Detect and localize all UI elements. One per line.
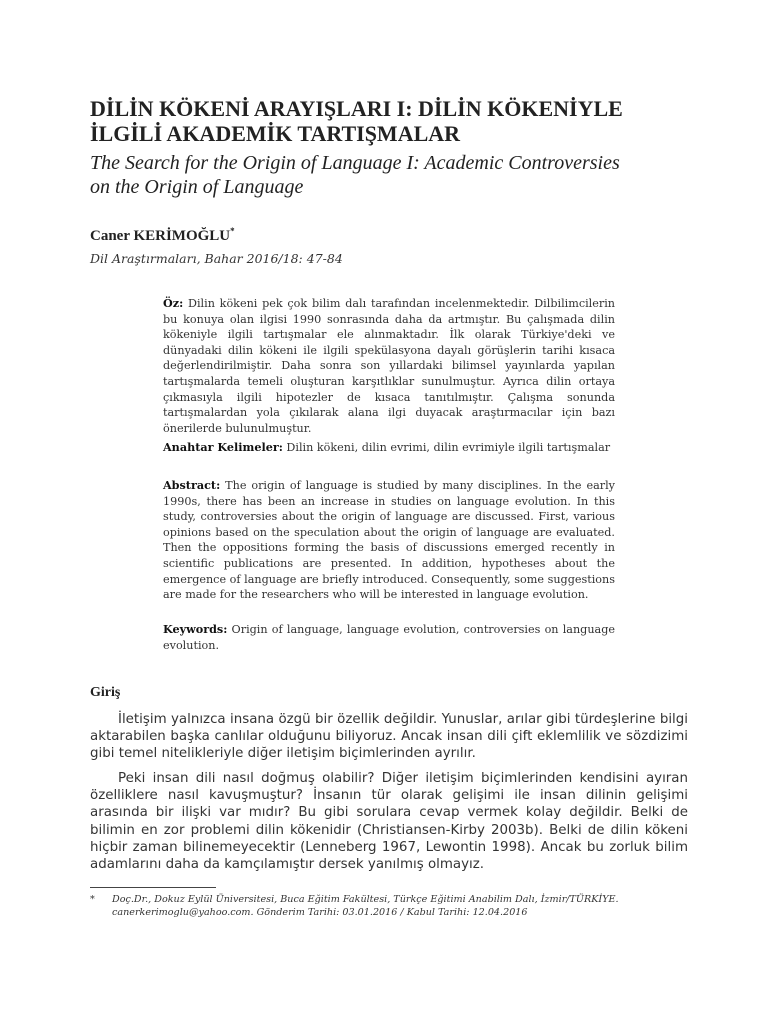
anahtar-label: Anahtar Kelimeler:: [163, 440, 283, 454]
turkish-keywords: [163, 440, 615, 456]
author-name: Caner KERİMOĞLU: [90, 228, 231, 244]
author: [90, 226, 235, 245]
turkish-abstract: [163, 296, 615, 436]
keywords-label: Keywords:: [163, 622, 228, 636]
keywords-text: Origin of language, language evolution, controversies on language evolution.: [163, 623, 615, 652]
section-heading: Giriş: [90, 685, 121, 700]
oz-text: Dilin kökeni pek çok bilim dalı tarafından incelenmektedir. Dilbilimcilerin bu konuya olan ilgisi 1990 sonrasında daha da artmıştır. Bu çalışmada dilin kökeniyle ilgili tartışmalar ele alınmaktadır. İlk olarak Türkiye'deki ve dünyadaki dilin kökeni ile ilgili spekülasyona dayalı görüşlerin tarihi kısaca değerlendirilmiştir. Daha sonra son yıllardaki bilimsel yayınlarda yapılan tartışmalarda temeli oluşturan karşıtlıklar sunulmuştur. Ayrıca dilin ortaya çıkmasıyla ilgili hipotezler de kısaca tanıtılmıştır. Çalışma sonunda tartışmalardan yola çıkılarak alana ilgi duyacak araştırmacılar için bazı önerilerde bulunulmuştur.: [163, 297, 616, 435]
english-title: [90, 151, 730, 199]
footnote-text: Doç.Dr., Dokuz Eylül Üniversitesi, Buca Eğitim Fakültesi, Türkçe Eğitimi Anabilim Dalı, İzmir/TÜRKİYE. canerkerimoglu@yahoo.com. Gönderim Tarihi: 03.01.2016 / Kabul Tarihi: 12.04.2016: [112, 894, 619, 918]
body-paragraph-1: İletişim yalnızca insana özgü bir özellik değildir. Yunuslar, arılar gibi türdeşlerine bilgi aktarabilen başka canlılar olduğunu biliyoruz. Ancak insan dili çift eklemlilik ve sözdizimi gibi temel nitelikleriyle diğer iletişim biçimlerinden ayrılır.: [90, 712, 688, 762]
english-abstract: [163, 478, 615, 603]
english-keywords: [163, 622, 615, 653]
author-footnote-mark: *: [230, 226, 235, 236]
footnote-divider: [90, 887, 216, 888]
footnote: [90, 893, 690, 919]
turkish-title-line-2: İLGİLİ AKADEMİK TARTIŞMALAR: [90, 121, 461, 146]
abstract-text: The origin of language is studied by many disciplines. In the early 1990s, there has been an increase in studies on language evolution. In this study, controversies about the origin of language are discussed. First, various opinions based on the speculation about the origin of language are evaluated. Then the oppositions forming the basis of discussions emerged recently in scientific publications are presented. In addition, hypotheses about the emergence of language are briefly introduced. Consequently, some suggestions are made for the researchers who will be interested in language evolution.: [163, 479, 616, 602]
english-title-line-1: The Search for the Origin of Language I: Academic Controversies: [90, 152, 620, 174]
turkish-title-line-1: DİLİN KÖKENİ ARAYIŞLARI I: DİLİN KÖKENİYLE: [90, 96, 623, 121]
body-paragraph-2: Peki insan dili nasıl doğmuş olabilir? Diğer iletişim biçimlerinden kendisini ayıran özelliklere nasıl kavuşmuştur? İnsanın tür olarak gelişimi ile insan dilinin gelişimi arasında bir ilişki var mıdır? Bu gibi sorulara cevap vermek kolay değildir. Belki de bilimin en zor problemi dilin kökenidir (Christiansen-Kirby 2003b). Belki de dilin kökeni hiçbir zaman bilinemeyecektir (Lenneberg 1967, Lewontin 1998). Ancak bu zorluk bilim adamlarını daha da kamçılamıştır dersek yanılmış olmayız.: [90, 771, 688, 873]
anahtar-text: Dilin kökeni, dilin evrimi, dilin evrimiyle ilgili tartışmalar: [286, 441, 611, 454]
oz-label: Öz:: [163, 296, 184, 310]
abstract-label: Abstract:: [163, 478, 221, 492]
journal-citation: Dil Araştırmaları, Bahar 2016/18: 47-84: [90, 251, 343, 266]
footnote-mark: *: [90, 894, 95, 905]
turkish-title: [90, 96, 690, 146]
english-title-line-2: on the Origin of Language: [90, 176, 304, 198]
